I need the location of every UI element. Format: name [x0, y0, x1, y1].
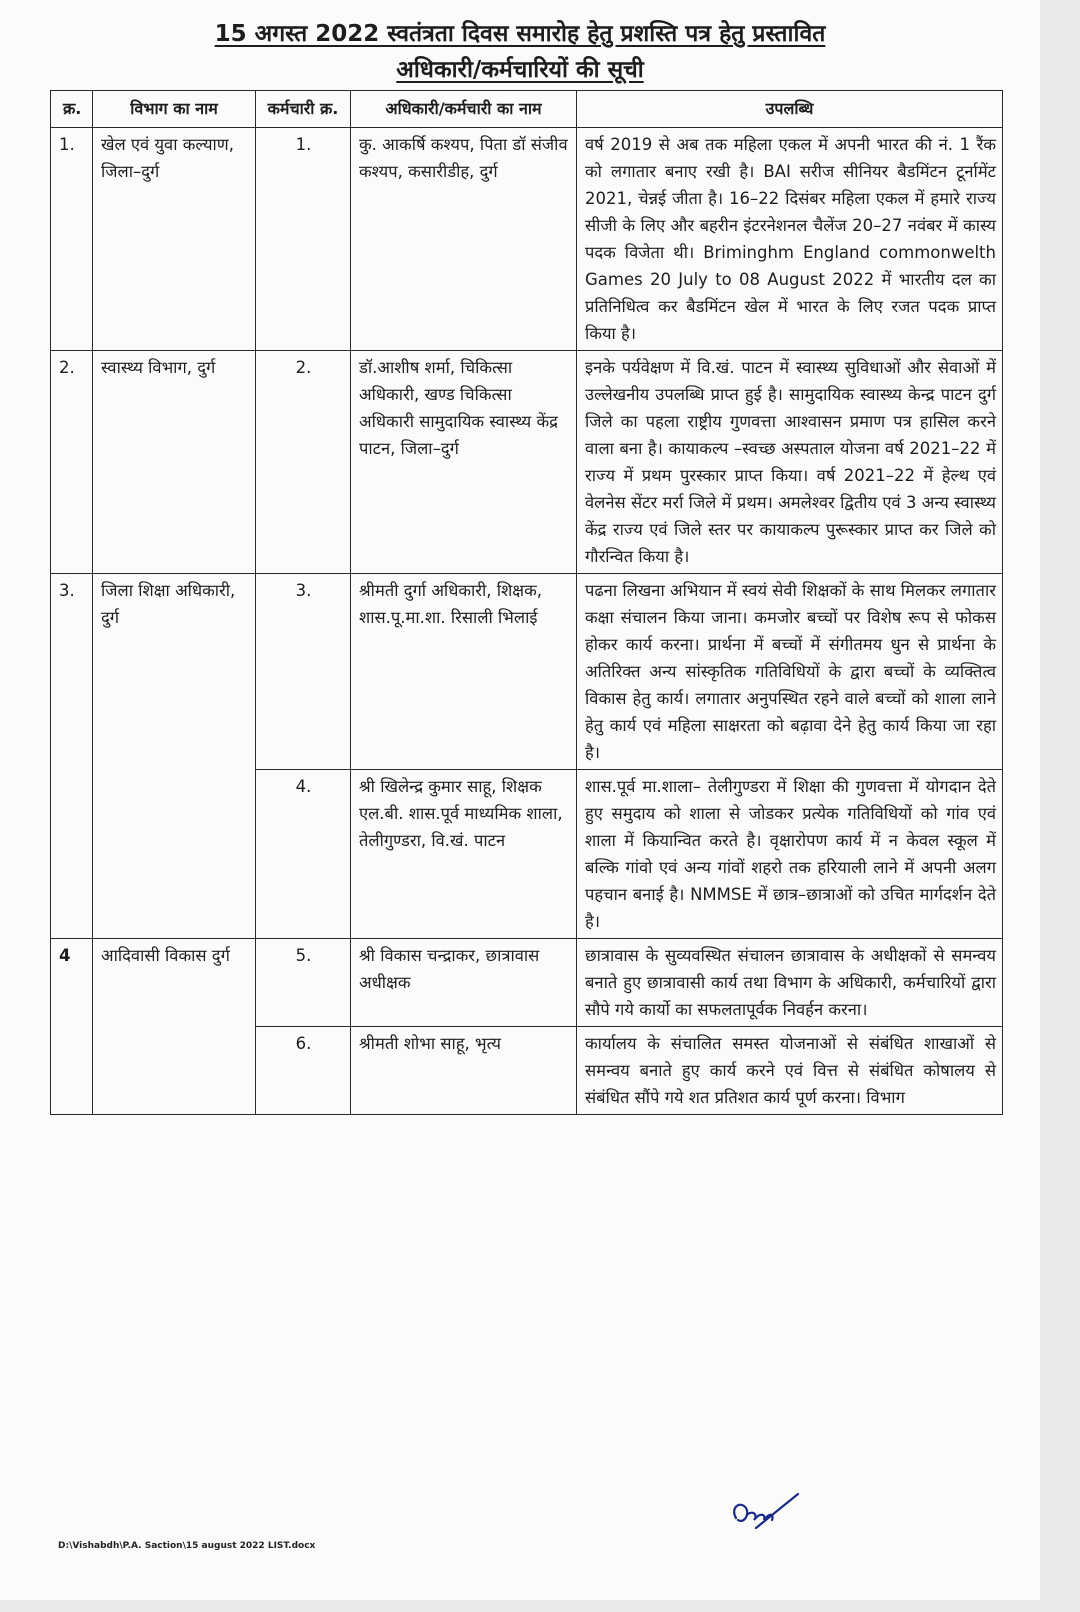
- table-row: [51, 351, 1003, 574]
- serial-no: 3.: [51, 574, 93, 939]
- department-name: खेल एवं युवा कल्याण, जिला–दुर्ग: [93, 128, 256, 351]
- header-officer-name: अधिकारी/कर्मचारी का नाम: [351, 91, 577, 128]
- achievement-text: इनके पर्यवेक्षण में वि.खं. पाटन में स्वास्थ्य सुविधाओं और सेवाओं में उल्लेखनीय उपलब्धि प्राप्त हुई है। सामुदायिक स्वास्थ्य केन्द्र पाटन दुर्ग जिले का पहला राष्ट्रीय गुणवत्ता आश्वासन प्रमाण पत्र हासिल करने वाला बना है। कायाकल्प –स्वच्छ अस्पताल योजना वर्ष 2021–22 में राज्य में प्रथम पुरस्कार प्राप्त किया। वर्ष 2021–22 में हेल्थ एवं वेलनेस सेंटर मर्रा जिले में प्रथम। अमलेश्वर द्वितीय एवं 3 अन्य स्वास्थ्य केंद्र राज्य एवं जिले स्तर पर कायाकल्प पुरूस्कार प्राप्त कर जिले को गौरन्वित किया है।: [577, 351, 1003, 574]
- achievement-text: वर्ष 2019 से अब तक महिला एकल में अपनी भारत की नं. 1 रैंक को लगातार बनाए रखी है। BAI सरीज सीनियर बैडमिंटन टूर्नामेंट 2021, चेन्नई जीता है। 16–22 दिसंबर महिला एकल में हमारे राज्य सीजी के लिए और बहरीन इंटरनेशनल चैलेंज 20–27 नवंबर में कास्य पदक विजेता थी। Briminghm England commonwelth Games 20 July to 08 August 2022 में भारतीय दल का प्रतिनिधित्व कर बैडमिंटन खेल में भारत के लिए रजत पदक प्राप्त किया है।: [577, 128, 1003, 351]
- officer-name: श्रीमती दुर्गा अधिकारी, शिक्षक, शास.पू.मा.शा. रिसाली भिलाई: [351, 574, 577, 770]
- department-name: स्वास्थ्य विभाग, दुर्ग: [93, 351, 256, 574]
- award-list-table: [50, 90, 1003, 1115]
- department-name: जिला शिक्षा अधिकारी, दुर्ग: [93, 574, 256, 939]
- achievement-text: पढना लिखना अभियान में स्वयं सेवी शिक्षकों के साथ मिलकर लगातार कक्षा संचालन किया जाना। कमजोर बच्चों पर विशेष रूप से फोकस होकर कार्य करना। प्रार्थना में बच्चों में संगीतमय धुन से प्रार्थना के अतिरिक्त अन्य सांस्कृतिक गतिविधियों के द्वारा बच्चों के व्यक्तित्व विकास हेतु कार्य। लगातार अनुपस्थित रहने वाले बच्चों को शाला लाने हेतु कार्य एवं महिला साक्षरता को बढ़ावा देने हेतु कार्य किया जा रहा है।: [577, 574, 1003, 770]
- officer-name: कु. आकर्षि कश्यप, पिता डॉ संजीव कश्यप, कसारीडीह, दुर्ग: [351, 128, 577, 351]
- officer-name: श्री विकास चन्द्राकर, छात्रावास अधीक्षक: [351, 939, 577, 1027]
- employee-no: 3.: [256, 574, 351, 770]
- header-achievement: उपलब्धि: [577, 91, 1003, 128]
- serial-no: 2.: [51, 351, 93, 574]
- document-title-line-2: अधिकारी/कर्मचारियों की सूची: [396, 57, 644, 83]
- employee-no: 2.: [256, 351, 351, 574]
- table-row: [51, 939, 1003, 1027]
- employee-no: 1.: [256, 128, 351, 351]
- file-path-footer: D:\Vishabdh\P.A. Saction\15 august 2022 LIST.docx: [58, 1541, 316, 1551]
- officer-name: डॉ.आशीष शर्मा, चिकित्सा अधिकारी, खण्ड चिकित्सा अधिकारी सामुदायिक स्वास्थ्य केंद्र पाटन, जिला–दुर्ग: [351, 351, 577, 574]
- header-employee-no: कर्मचारी क्र.: [256, 91, 351, 128]
- achievement-text: शास.पूर्व मा.शाला– तेलीगुण्डरा में शिक्षा की गुणवत्ता में योगदान देते हुए समुदाय को शाला से जोडकर प्रत्येक गतिविधियों को गांव एवं शाला में कियान्वित करते है। वृक्षारोपण कार्य में न केवल स्कूल में बल्कि गांवो एवं अन्य गांवों शहरो तक हरियाली लाने में अपनी अलग पहचान बनाई है। NMMSE में छात्र–छात्राओं को उचित मार्गदर्शन देते है।: [577, 770, 1003, 939]
- employee-no: 5.: [256, 939, 351, 1027]
- table-row: [51, 128, 1003, 351]
- header-serial-no: क्र.: [51, 91, 93, 128]
- officer-name: श्री खिलेन्द्र कुमार साहू, शिक्षक एल.बी. शास.पूर्व माध्यमिक शाला, तेलीगुण्डरा, वि.खं. पाटन: [351, 770, 577, 939]
- achievement-text: कार्यालय के संचालित समस्त योजनाओं से संबंधित शाखाओं से समन्वय बनाते हुए कार्य करने एवं वित्त से संबंधित कोषालय से संबंधित सौंपे गये शत प्रतिशत कार्य पूर्ण करना। विभाग: [577, 1027, 1003, 1115]
- table-row: [51, 574, 1003, 770]
- signature-icon: [726, 1488, 806, 1538]
- achievement-text: छात्रावास के सुव्यवस्थित संचालन छात्रावास के अधीक्षकों से समन्वय बनाते हुए छात्रावासी कार्य तथा विभाग के अधिकारी, कर्मचारियों द्वारा सौपे गये कार्यो का सफलतापूर्वक निवर्हन करना।: [577, 939, 1003, 1027]
- department-name: आदिवासी विकास दुर्ग: [93, 939, 256, 1115]
- serial-no: 4: [51, 939, 93, 1115]
- table-header-row: [51, 91, 1003, 128]
- employee-no: 6.: [256, 1027, 351, 1115]
- document-title-line-1: 15 अगस्त 2022 स्वतंत्रता दिवस समारोह हेतु प्रशस्ति पत्र हेतु प्रस्तावित: [214, 21, 826, 47]
- employee-no: 4.: [256, 770, 351, 939]
- serial-no: 1.: [51, 128, 93, 351]
- officer-name: श्रीमती शोभा साहू, भृत्य: [351, 1027, 577, 1115]
- header-department: विभाग का नाम: [93, 91, 256, 128]
